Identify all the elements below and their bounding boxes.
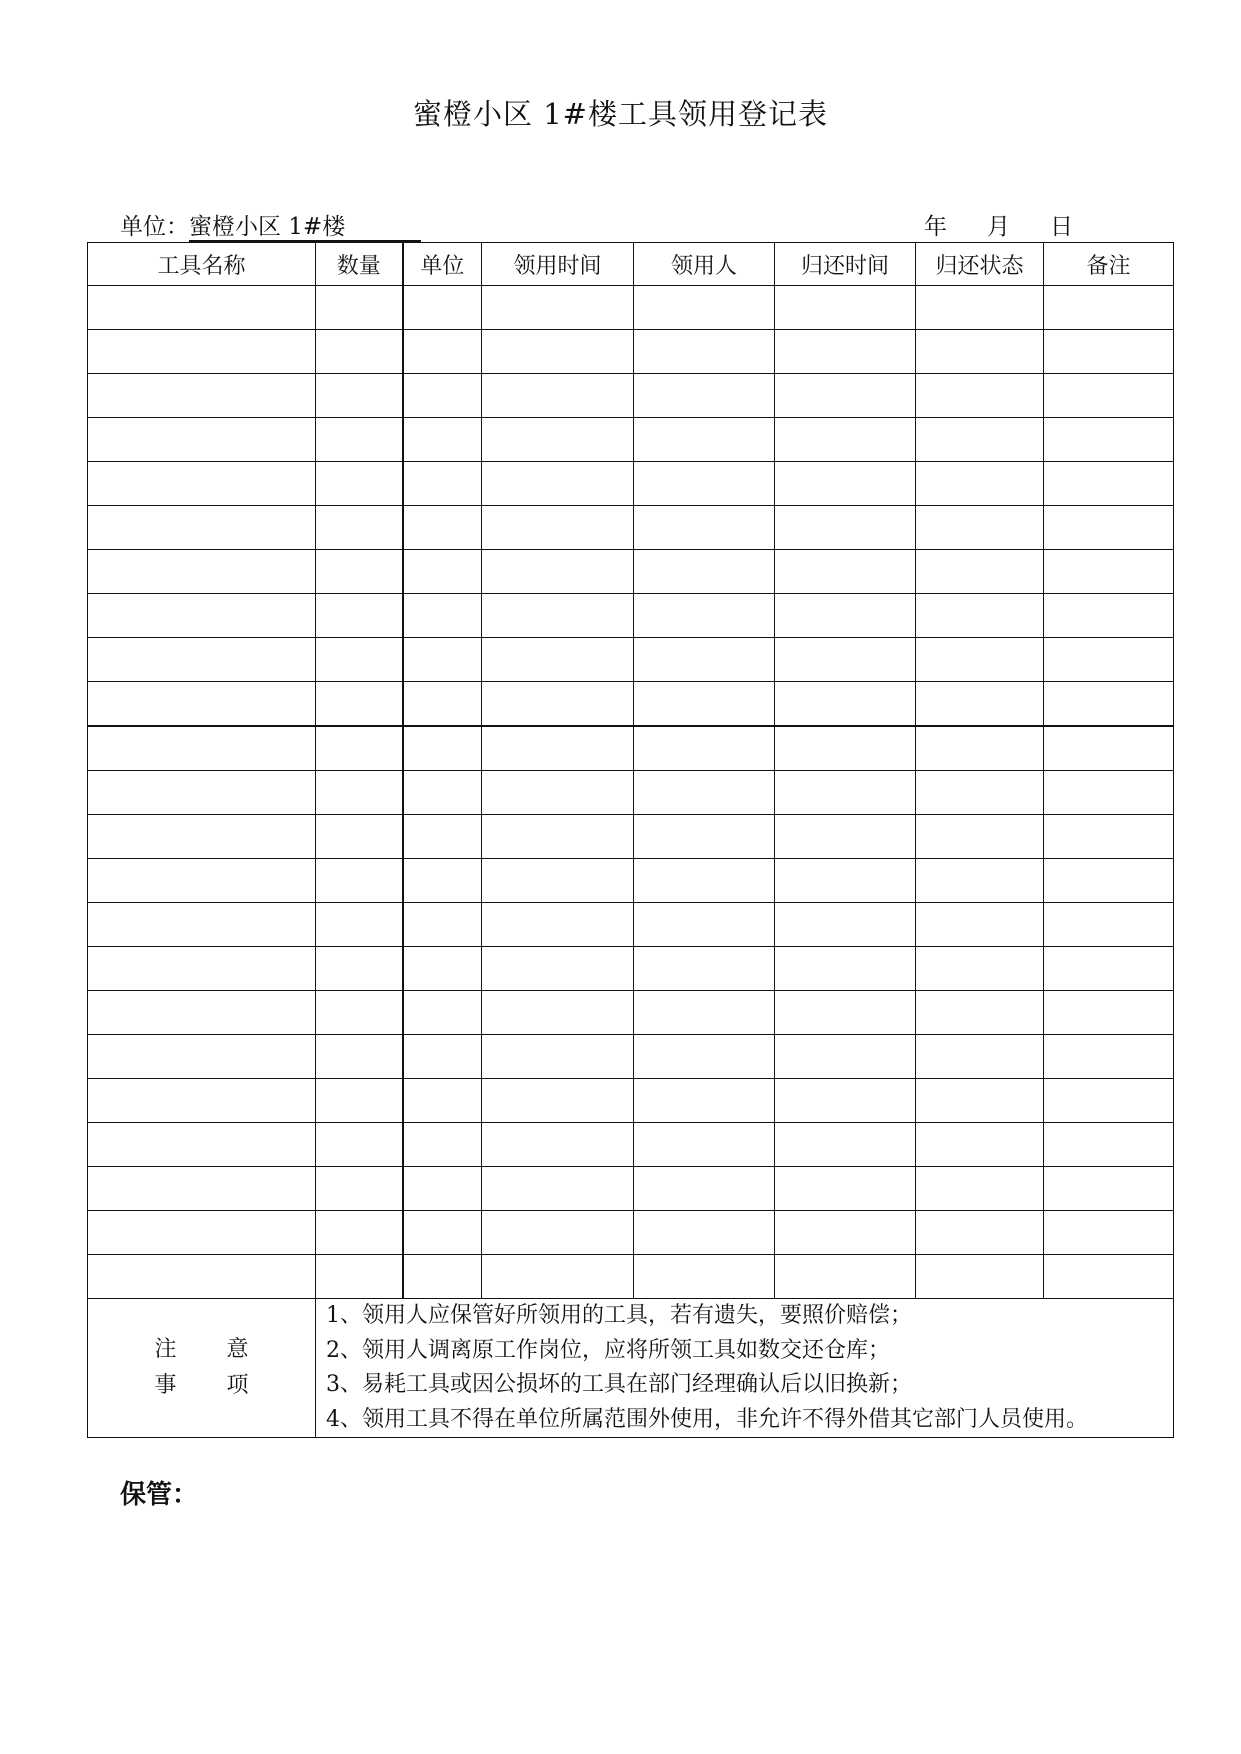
cell-quantity[interactable] bbox=[316, 1167, 403, 1211]
cell-quantity[interactable] bbox=[316, 1035, 403, 1079]
cell-return-status[interactable] bbox=[916, 550, 1044, 594]
table-row bbox=[88, 330, 1174, 374]
cell-borrower[interactable] bbox=[634, 726, 775, 771]
cell-unit[interactable] bbox=[403, 462, 482, 506]
cell-return-time[interactable] bbox=[775, 903, 916, 947]
cell-remarks[interactable] bbox=[1044, 1079, 1174, 1123]
cell-borrow-time[interactable] bbox=[482, 462, 634, 506]
cell-return-time[interactable] bbox=[775, 682, 916, 727]
cell-unit[interactable] bbox=[403, 506, 482, 550]
cell-quantity[interactable] bbox=[316, 286, 403, 330]
note-item-1: 1、领用人应保管好所领用的工具，若有遗失，要照价赔偿； bbox=[326, 1303, 912, 1328]
cell-borrow-time[interactable] bbox=[482, 286, 634, 330]
cell-remarks[interactable] bbox=[1044, 1123, 1174, 1167]
cell-borrower[interactable] bbox=[634, 947, 775, 991]
header-borrower: 领用人 bbox=[634, 243, 775, 286]
cell-unit[interactable] bbox=[403, 859, 482, 903]
cell-tool-name[interactable] bbox=[88, 418, 316, 462]
cell-borrower[interactable] bbox=[634, 330, 775, 374]
cell-remarks[interactable] bbox=[1044, 815, 1174, 859]
cell-tool-name[interactable] bbox=[88, 1079, 316, 1123]
cell-unit[interactable] bbox=[403, 947, 482, 991]
cell-unit[interactable] bbox=[403, 1079, 482, 1123]
cell-borrower[interactable] bbox=[634, 374, 775, 418]
cell-remarks[interactable] bbox=[1044, 462, 1174, 506]
table-row bbox=[88, 1079, 1174, 1123]
cell-quantity[interactable] bbox=[316, 594, 403, 638]
cell-quantity[interactable] bbox=[316, 1079, 403, 1123]
table-row bbox=[88, 374, 1174, 418]
cell-borrower[interactable] bbox=[634, 638, 775, 682]
cell-remarks[interactable] bbox=[1044, 771, 1174, 815]
unit-line bbox=[120, 208, 421, 242]
cell-borrower[interactable] bbox=[634, 903, 775, 947]
cell-borrower[interactable] bbox=[634, 1079, 775, 1123]
cell-quantity[interactable] bbox=[316, 506, 403, 550]
cell-borrow-time[interactable] bbox=[482, 594, 634, 638]
cell-borrow-time[interactable] bbox=[482, 1079, 634, 1123]
cell-borrower[interactable] bbox=[634, 1123, 775, 1167]
cell-remarks[interactable] bbox=[1044, 418, 1174, 462]
cell-quantity[interactable] bbox=[316, 1255, 403, 1299]
table-row bbox=[88, 903, 1174, 947]
cell-tool-name[interactable] bbox=[88, 550, 316, 594]
cell-tool-name[interactable] bbox=[88, 1211, 316, 1255]
cell-return-time[interactable] bbox=[775, 726, 916, 771]
cell-borrow-time[interactable] bbox=[482, 506, 634, 550]
cell-borrower[interactable] bbox=[634, 1211, 775, 1255]
cell-remarks[interactable] bbox=[1044, 682, 1174, 727]
cell-tool-name[interactable] bbox=[88, 815, 316, 859]
cell-remarks[interactable] bbox=[1044, 594, 1174, 638]
cell-quantity[interactable] bbox=[316, 815, 403, 859]
cell-quantity[interactable] bbox=[316, 726, 403, 771]
cell-unit[interactable] bbox=[403, 550, 482, 594]
cell-return-time[interactable] bbox=[775, 771, 916, 815]
cell-remarks[interactable] bbox=[1044, 1255, 1174, 1299]
cell-return-time[interactable] bbox=[775, 1123, 916, 1167]
cell-tool-name[interactable] bbox=[88, 726, 316, 771]
cell-tool-name[interactable] bbox=[88, 991, 316, 1035]
cell-return-status[interactable] bbox=[916, 638, 1044, 682]
cell-borrower[interactable] bbox=[634, 991, 775, 1035]
notes-list bbox=[316, 1299, 1174, 1438]
cell-remarks[interactable] bbox=[1044, 859, 1174, 903]
cell-unit[interactable] bbox=[403, 594, 482, 638]
cell-return-time[interactable] bbox=[775, 1079, 916, 1123]
cell-tool-name[interactable] bbox=[88, 374, 316, 418]
cell-remarks[interactable] bbox=[1044, 374, 1174, 418]
cell-unit[interactable] bbox=[403, 1255, 482, 1299]
cell-return-status[interactable] bbox=[916, 1035, 1044, 1079]
cell-return-status[interactable] bbox=[916, 506, 1044, 550]
cell-borrow-time[interactable] bbox=[482, 815, 634, 859]
cell-borrower[interactable] bbox=[634, 286, 775, 330]
cell-unit[interactable] bbox=[403, 991, 482, 1035]
cell-return-status[interactable] bbox=[916, 1167, 1044, 1211]
date-year: 年 bbox=[924, 214, 947, 240]
cell-tool-name[interactable] bbox=[88, 462, 316, 506]
cell-return-status[interactable] bbox=[916, 947, 1044, 991]
cell-borrow-time[interactable] bbox=[482, 682, 634, 727]
cell-return-status[interactable] bbox=[916, 726, 1044, 771]
cell-return-time[interactable] bbox=[775, 418, 916, 462]
cell-return-time[interactable] bbox=[775, 550, 916, 594]
cell-borrower[interactable] bbox=[634, 1035, 775, 1079]
cell-tool-name[interactable] bbox=[88, 1035, 316, 1079]
cell-remarks[interactable] bbox=[1044, 550, 1174, 594]
cell-unit[interactable] bbox=[403, 815, 482, 859]
cell-remarks[interactable] bbox=[1044, 1167, 1174, 1211]
cell-remarks[interactable] bbox=[1044, 947, 1174, 991]
cell-return-status[interactable] bbox=[916, 991, 1044, 1035]
table-row bbox=[88, 1211, 1174, 1255]
cell-unit[interactable] bbox=[403, 330, 482, 374]
cell-borrower[interactable] bbox=[634, 1167, 775, 1211]
header-remarks: 备注 bbox=[1044, 243, 1174, 286]
cell-borrow-time[interactable] bbox=[482, 1167, 634, 1211]
cell-borrow-time[interactable] bbox=[482, 1211, 634, 1255]
cell-return-time[interactable] bbox=[775, 638, 916, 682]
cell-return-status[interactable] bbox=[916, 374, 1044, 418]
cell-tool-name[interactable] bbox=[88, 1167, 316, 1211]
cell-remarks[interactable] bbox=[1044, 330, 1174, 374]
cell-remarks[interactable] bbox=[1044, 726, 1174, 771]
cell-borrow-time[interactable] bbox=[482, 1123, 634, 1167]
cell-quantity[interactable] bbox=[316, 771, 403, 815]
cell-quantity[interactable] bbox=[316, 1211, 403, 1255]
cell-return-time[interactable] bbox=[775, 1255, 916, 1299]
cell-unit[interactable] bbox=[403, 1035, 482, 1079]
cell-tool-name[interactable] bbox=[88, 771, 316, 815]
cell-tool-name[interactable] bbox=[88, 330, 316, 374]
cell-return-time[interactable] bbox=[775, 1035, 916, 1079]
cell-return-time[interactable] bbox=[775, 991, 916, 1035]
cell-unit[interactable] bbox=[403, 286, 482, 330]
table-row bbox=[88, 1035, 1174, 1079]
table-row bbox=[88, 594, 1174, 638]
header-borrow-time: 领用时间 bbox=[482, 243, 634, 286]
cell-remarks[interactable] bbox=[1044, 1035, 1174, 1079]
cell-borrow-time[interactable] bbox=[482, 1255, 634, 1299]
note-item-4: 4、领用工具不得在单位所属范围外使用，非允许不得外借其它部门人员使用。 bbox=[326, 1406, 1088, 1432]
keeper-label: 保管： bbox=[120, 1480, 199, 1510]
cell-return-status[interactable] bbox=[916, 1079, 1044, 1123]
cell-return-time[interactable] bbox=[775, 859, 916, 903]
cell-tool-name[interactable] bbox=[88, 1255, 316, 1299]
page-title: 蜜橙小区 1#楼工具领用登记表 bbox=[413, 97, 828, 131]
cell-return-time[interactable] bbox=[775, 1167, 916, 1211]
cell-quantity[interactable] bbox=[316, 903, 403, 947]
cell-return-time[interactable] bbox=[775, 374, 916, 418]
cell-return-time[interactable] bbox=[775, 286, 916, 330]
cell-borrow-time[interactable] bbox=[482, 550, 634, 594]
cell-tool-name[interactable] bbox=[88, 638, 316, 682]
cell-borrow-time[interactable] bbox=[482, 726, 634, 771]
unit-label: 单位： bbox=[120, 214, 189, 240]
cell-unit[interactable] bbox=[403, 771, 482, 815]
cell-borrower[interactable] bbox=[634, 771, 775, 815]
cell-borrow-time[interactable] bbox=[482, 374, 634, 418]
cell-quantity[interactable] bbox=[316, 859, 403, 903]
table-row bbox=[88, 418, 1174, 462]
notes-label-cell bbox=[88, 1299, 316, 1438]
table-row bbox=[88, 947, 1174, 991]
cell-borrower[interactable] bbox=[634, 462, 775, 506]
cell-unit[interactable] bbox=[403, 418, 482, 462]
cell-return-time[interactable] bbox=[775, 594, 916, 638]
cell-return-time[interactable] bbox=[775, 1211, 916, 1255]
table-row bbox=[88, 638, 1174, 682]
date-day: 日 bbox=[1050, 214, 1073, 240]
table-row bbox=[88, 682, 1174, 727]
cell-borrower[interactable] bbox=[634, 859, 775, 903]
cell-unit[interactable] bbox=[403, 374, 482, 418]
note-item-3: 3、易耗工具或因公损坏的工具在部门经理确认后以旧换新； bbox=[326, 1372, 912, 1397]
cell-borrower[interactable] bbox=[634, 418, 775, 462]
cell-borrower[interactable] bbox=[634, 506, 775, 550]
table-row bbox=[88, 462, 1174, 506]
cell-borrow-time[interactable] bbox=[482, 638, 634, 682]
cell-return-time[interactable] bbox=[775, 506, 916, 550]
cell-return-status[interactable] bbox=[916, 286, 1044, 330]
cell-quantity[interactable] bbox=[316, 330, 403, 374]
cell-return-status[interactable] bbox=[916, 815, 1044, 859]
cell-tool-name[interactable] bbox=[88, 859, 316, 903]
notes-row bbox=[88, 1299, 1174, 1438]
cell-remarks[interactable] bbox=[1044, 1211, 1174, 1255]
cell-quantity[interactable] bbox=[316, 991, 403, 1035]
table-row bbox=[88, 859, 1174, 903]
date-month: 月 bbox=[987, 214, 1010, 240]
cell-borrow-time[interactable] bbox=[482, 947, 634, 991]
cell-quantity[interactable] bbox=[316, 638, 403, 682]
cell-tool-name[interactable] bbox=[88, 286, 316, 330]
cell-borrower[interactable] bbox=[634, 815, 775, 859]
cell-quantity[interactable] bbox=[316, 682, 403, 727]
header-return-status: 归还状态 bbox=[916, 243, 1044, 286]
cell-tool-name[interactable] bbox=[88, 506, 316, 550]
cell-quantity[interactable] bbox=[316, 550, 403, 594]
table-row bbox=[88, 286, 1174, 330]
cell-return-time[interactable] bbox=[775, 330, 916, 374]
table-row bbox=[88, 815, 1174, 859]
notes-label-line2: 事项 bbox=[154, 1373, 299, 1398]
cell-quantity[interactable] bbox=[316, 418, 403, 462]
table-row bbox=[88, 771, 1174, 815]
cell-borrow-time[interactable] bbox=[482, 859, 634, 903]
cell-return-status[interactable] bbox=[916, 418, 1044, 462]
cell-return-status[interactable] bbox=[916, 462, 1044, 506]
cell-unit[interactable] bbox=[403, 1167, 482, 1211]
cell-return-time[interactable] bbox=[775, 947, 916, 991]
cell-return-time[interactable] bbox=[775, 462, 916, 506]
date-line bbox=[924, 208, 1073, 241]
tool-register-table bbox=[87, 242, 1174, 1438]
header-unit: 单位 bbox=[403, 243, 482, 286]
cell-tool-name[interactable] bbox=[88, 682, 316, 727]
cell-remarks[interactable] bbox=[1044, 638, 1174, 682]
header-quantity: 数量 bbox=[316, 243, 403, 286]
cell-return-status[interactable] bbox=[916, 859, 1044, 903]
cell-quantity[interactable] bbox=[316, 947, 403, 991]
cell-quantity[interactable] bbox=[316, 462, 403, 506]
cell-unit[interactable] bbox=[403, 1211, 482, 1255]
cell-borrower[interactable] bbox=[634, 682, 775, 727]
cell-return-status[interactable] bbox=[916, 1123, 1044, 1167]
cell-return-status[interactable] bbox=[916, 682, 1044, 727]
cell-remarks[interactable] bbox=[1044, 991, 1174, 1035]
note-item-2: 2、领用人调离原工作岗位，应将所领工具如数交还仓库； bbox=[326, 1337, 890, 1363]
cell-borrow-time[interactable] bbox=[482, 903, 634, 947]
table-body bbox=[88, 286, 1174, 1299]
cell-tool-name[interactable] bbox=[88, 903, 316, 947]
cell-borrower[interactable] bbox=[634, 594, 775, 638]
cell-return-status[interactable] bbox=[916, 1255, 1044, 1299]
table-row bbox=[88, 1167, 1174, 1211]
cell-return-status[interactable] bbox=[916, 771, 1044, 815]
cell-remarks[interactable] bbox=[1044, 286, 1174, 330]
cell-borrower[interactable] bbox=[634, 550, 775, 594]
cell-return-status[interactable] bbox=[916, 330, 1044, 374]
table-row bbox=[88, 1255, 1174, 1299]
table-row bbox=[88, 1123, 1174, 1167]
cell-tool-name[interactable] bbox=[88, 1123, 316, 1167]
table-header-row bbox=[88, 243, 1174, 286]
table-row bbox=[88, 726, 1174, 771]
cell-unit[interactable] bbox=[403, 726, 482, 771]
cell-tool-name[interactable] bbox=[88, 947, 316, 991]
cell-borrow-time[interactable] bbox=[482, 1035, 634, 1079]
table-row bbox=[88, 506, 1174, 550]
cell-remarks[interactable] bbox=[1044, 506, 1174, 550]
cell-return-status[interactable] bbox=[916, 903, 1044, 947]
cell-return-status[interactable] bbox=[916, 1211, 1044, 1255]
cell-unit[interactable] bbox=[403, 682, 482, 727]
cell-unit[interactable] bbox=[403, 1123, 482, 1167]
header-tool-name: 工具名称 bbox=[88, 243, 316, 286]
cell-unit[interactable] bbox=[403, 638, 482, 682]
cell-quantity[interactable] bbox=[316, 1123, 403, 1167]
cell-quantity[interactable] bbox=[316, 374, 403, 418]
cell-borrower[interactable] bbox=[634, 1255, 775, 1299]
cell-return-status[interactable] bbox=[916, 594, 1044, 638]
notes-label-line1: 注意 bbox=[154, 1337, 299, 1362]
cell-remarks[interactable] bbox=[1044, 903, 1174, 947]
header-return-time: 归还时间 bbox=[775, 243, 916, 286]
cell-borrow-time[interactable] bbox=[482, 771, 634, 815]
cell-unit[interactable] bbox=[403, 903, 482, 947]
cell-return-time[interactable] bbox=[775, 815, 916, 859]
table-row bbox=[88, 550, 1174, 594]
unit-value: 蜜橙小区 1#楼 bbox=[189, 214, 421, 242]
cell-borrow-time[interactable] bbox=[482, 991, 634, 1035]
cell-tool-name[interactable] bbox=[88, 594, 316, 638]
cell-borrow-time[interactable] bbox=[482, 418, 634, 462]
cell-borrow-time[interactable] bbox=[482, 330, 634, 374]
table-row bbox=[88, 991, 1174, 1035]
